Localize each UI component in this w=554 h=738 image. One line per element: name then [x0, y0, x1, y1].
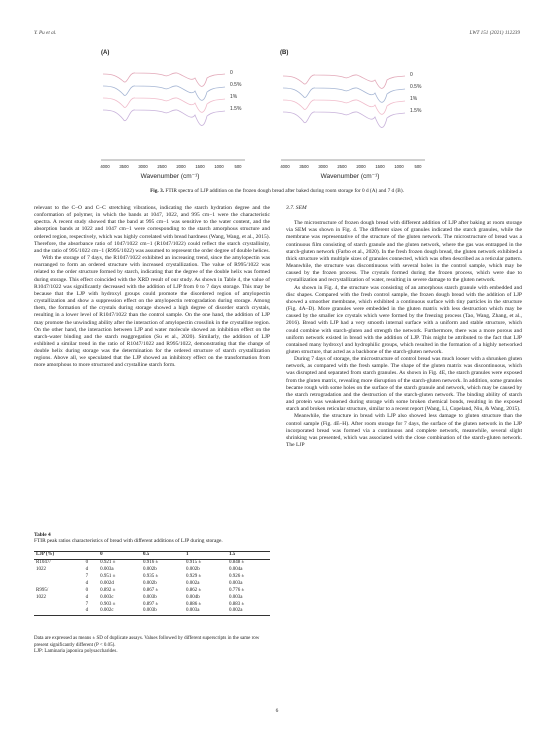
running-header-journal: LWT 151 (2021) 112239 [469, 30, 520, 36]
table-header-cell: 1.5 [228, 552, 236, 558]
spectrum-line-3 [103, 110, 225, 126]
table-row [34, 608, 270, 615]
table-cell: 0.004a [228, 567, 243, 573]
table-cell: 0.897 ± [143, 601, 159, 607]
spectrum-line-2 [103, 98, 225, 112]
table-header-cell [84, 552, 99, 560]
right-column [286, 205, 522, 449]
table-cell [34, 574, 84, 581]
table-note: Data are expressed as means ± SD of duplicate assays. Values followed by different superscripts in the same row present significantly different (P < 0.05). [34, 636, 260, 648]
table-title: FTIR peak ratios characteristics of bread with different additions of LJP during storage. [34, 538, 223, 544]
x-tick-label: 3500 [119, 164, 129, 169]
table-cell: 7 [85, 601, 89, 607]
table-cell: 0.862 ± [186, 587, 202, 593]
x-tick-label: 1500 [195, 164, 205, 169]
table-cell: d [85, 580, 89, 586]
table-row [34, 587, 270, 594]
table-cell: d [85, 567, 89, 573]
table-cell: 0.921 ± [100, 560, 116, 566]
x-tick-label: 3500 [299, 164, 309, 169]
table-cell [34, 608, 84, 615]
table-footnote [34, 636, 270, 656]
x-tick-label: 4000 [280, 164, 290, 169]
spectrum-line-0 [283, 75, 405, 89]
table-row [34, 559, 270, 566]
x-tick-label: 3000 [138, 164, 148, 169]
series-label: 1.5% [410, 108, 422, 114]
x-tick-label: 2000 [356, 164, 366, 169]
table-cell: 0.003a [186, 608, 200, 614]
x-tick-label: 500 [234, 164, 242, 169]
x-axis-label: Wavenumber (cm⁻¹) [320, 173, 380, 180]
x-tick-label: 1000 [214, 164, 224, 169]
table-caption [34, 532, 270, 544]
x-tick-label: 1500 [375, 164, 385, 169]
x-tick-label: 2500 [157, 164, 167, 169]
spectrum-line-1 [103, 86, 225, 100]
table-cell: 0.883 ± [228, 601, 245, 607]
table-row [34, 594, 270, 601]
table-cell: 0.886 ± [186, 601, 202, 607]
table-header-cell: 1 [186, 552, 189, 558]
table-cell: 0.926 ± [228, 573, 245, 579]
panel-label: (B) [280, 50, 289, 56]
table-cell: 0.002d [100, 580, 114, 586]
table-cell: 0.776 ± [228, 587, 245, 593]
page-number: 6 [275, 708, 279, 714]
ftir-figure [95, 48, 465, 183]
table-header-cell: 0 [100, 552, 103, 558]
spectrum-line-3 [283, 112, 405, 128]
table-cell: 0.916 ± [143, 560, 159, 566]
table-cell: 0.003a [100, 567, 114, 573]
table-label: Table 4 [34, 532, 51, 538]
x-tick-label: 2000 [176, 164, 186, 169]
table-cell: 0.935 ± [143, 573, 159, 579]
table-cell: 0.003b [143, 594, 157, 600]
table-cell: 7 [85, 573, 89, 579]
table-row [34, 567, 270, 574]
table-cell: 0 [85, 560, 89, 566]
running-header-authors: Y. Pu et al. [34, 30, 57, 36]
spectrum-line-0 [103, 73, 225, 87]
table-header-cell: 0.5 [143, 552, 150, 558]
paragraph: As shown in Fig. 4, the structure was consisting of an amorphous starch granule with embedded and disc shapes. Compared with the fresh control sample, the frozen dough bread with the addition of LJP showed a smoother membrane, which exhibited a continuous surface with tiny particles in the structure (Fig. 4A–D). More granules were embedded in the gluten matrix with less destruction which may be caused by the smaller ice crystals which were formed by the freezing process (Tao, Wang, Zhang, et al., 2016). Bread with LJP had a very smooth internal surface with a uniform and stable structure, which could combine with starch-gluten and strength the network. Furthermore, there was a more porous and uniform network existed in bread with the addition of LJP. This might be attributed to the fact that LJP contained many hydroxyl and hydrophilic groups, which resulted in the formation of a highly networked gluten structure, that acted as a backbone of the starch-gluten network. [286, 284, 522, 355]
table-cell: 0.903 ± [100, 601, 116, 607]
table-cell: 0.892 ± [100, 587, 116, 593]
ftir-ratio-table [34, 551, 270, 616]
section-heading: 3.7. SEM [286, 205, 307, 211]
table-row [34, 601, 270, 608]
table-cell: 0.002c [100, 608, 114, 614]
table-cell [34, 581, 84, 588]
table-header-cell: LJP (%) [36, 552, 55, 558]
table-cell: d [85, 594, 89, 600]
series-label: 1% [410, 96, 418, 102]
table-cell: 0.867 ± [143, 587, 159, 593]
table-cell: 0.003a [228, 580, 243, 586]
caption-label: Fig. 3. [150, 188, 165, 194]
table-cell: 1022 [36, 567, 46, 573]
figure-panel-b [275, 48, 447, 183]
paragraph: The microstructure of frozen dough bread with different addition of LJP after baking at room storage via SEM was shown in Fig. 4. The different sizes of granules indicated the starch granules, while the membrane was representative of the structure of the gluten network. The microstructure of bread was a continuous film consisting of starch granule and the gluten network, where the gas was entrapped in the starch-gluten network (Farbo et al., 2020). In the fresh frozen dough bread, the gluten network exhibited a thick structure with multiple sizes of granules connected, which was often described as a reticular pattern. Meanwhile, the structure was discontinuous with several holes in the control sample, which may be caused by the frozen process. The crystals formed during the frozen process, which were due to crystallization and recrystallization of water, resulting in severe damage to the gluten network. [286, 220, 522, 284]
x-tick-label: 2500 [337, 164, 347, 169]
figure-caption [34, 188, 520, 194]
paragraph: With the storage of 7 days, the R1047/1022 exhibited an increasing trend, since the amylopectin was rearranged to form an ordered structure with increased crystallization. The value of R995/1022 was related to the order structure formed by starch, indicating that the degree of the double helix was formed during storage. This effect coincided with the XRD result of our study. As shown in Table 4, the value of R1047/1022 was significantly decreased with the addition of LJP from 0 to 7 days storage. This may be because that the LJP with hydroxyl groups could promote the disordered region of amylopectin crystallization and show a suppression effect on the amylopectin retrogradation during storage. Among them, the formation of the crystals during storage showed a high degree of disorder starch crystals, resulting in a lower level of R1047/1022 than the control sample. On the one hand, the addition of LJP may promote the unwinding ability after the interaction of amylopectin crosslink in the crystalline region. On the other hand, the interaction between LJP and water molecule showed an inhibition effect on the starch-water binding and the starch reaggregation (Su et al., 2020). Similarly, the addition of LJP exhibited a similar trend in the ratio of R1047/1022 and R995/1022, demonstrating that the change of double helix during storage was the determination for the ordered structure of starch crystallization regions. Above all, we speculated that the LJP showed an inhibitory effect on the transformation from more amorphous to more structured and crystalline starch form. [34, 255, 270, 369]
spectrum-line-1 [283, 88, 405, 102]
table-cell: 0.002b [186, 567, 200, 573]
paragraph: During 7 days of storage, the microstructure of control bread was much looser with a shrunken gluten network, as compared with the fresh sample. The shape of the gluten matrix was discontinuous, which was disrupted and separated from starch granules. As shown in Fig. 4E, the starch granules were exposed from the gluten matrix, revealing more disruption of the starch-gluten network. In addition, some granules became rough with some holes on the surface of the starch granule and network, which may be caused by the starch retrogradation and the destruction of the starch-gluten network. The binding ability of starch and protein was weakened during storage with some broken chemical bonds, resulting in the exposed starch and broken reticular structure, similar to a recent report (Wang, Li, Copeland, Niu, & Wang, 2015). [286, 356, 522, 413]
series-label: 0 [230, 70, 233, 76]
table-cell: d [85, 608, 89, 614]
table-cell: 0.929 ± [186, 573, 202, 579]
table-cell: 1022 [36, 594, 46, 600]
table-cell: 0.003b [143, 608, 157, 614]
x-tick-label: 1000 [394, 164, 404, 169]
table-cell: 0.004b [186, 594, 200, 600]
table-note: LJP: Laminaria japonica polysaccharides. [34, 649, 118, 655]
paragraph: relevant to the C–O and C–C stretching vibrations, indicating the starch hydration degree and the conformation of polymer, in which the bands at 1047, 1022, and 995 cm−1 were the characteristic spectra. A recent study showed that the band at 995 cm−1 was sensitive to the water content, and the absorption bands at 1022 and 1047 cm−1 were corresponding to the starch amorphous structure and ordered region, respectively, which was highly correlated with bread hardness (Wang, Wang, et al., 2015). Therefore, the absorbance ratio of 1047/1022 cm−1 (R1047/1022) could reflect the starch crystallinity, and the ratio of 995/1022 cm−1 (R995/1022) was assumed to represent the order degree of double helices. [34, 205, 270, 254]
table-cell: 0.915 ± [186, 560, 202, 566]
series-label: 1% [230, 94, 238, 100]
spectra-plot [95, 48, 267, 183]
x-tick-label: 3000 [318, 164, 328, 169]
x-tick-label: 500 [414, 164, 422, 169]
series-label: 0.5% [230, 82, 242, 88]
table-cell: 0.002a [186, 580, 200, 586]
table-cell: R1047/ [36, 560, 51, 566]
figure-panel-a [95, 48, 267, 183]
series-label: 0 [410, 72, 413, 78]
table-row [34, 581, 270, 588]
table-cell: 0.002b [143, 580, 157, 586]
table-row [34, 574, 270, 581]
table-cell: 0.848 ± [228, 560, 245, 566]
spectrum-line-2 [283, 100, 405, 114]
table-cell: 0 [85, 587, 89, 593]
paragraph: Meanwhile, the structure in bread with LJP also showed less damage to gluten structure than the control sample (Fig. 4E–H). After room storage for 7 days, the surface of the gluten network in the LJP incorporated bread was formed via a continuous and complete network, meanwhile, several slight shrinking was presented, which was associated with the close combination of the starch-gluten network. The LJP [286, 413, 522, 448]
table-cell: 0.003c [100, 594, 114, 600]
table-header-row [34, 552, 270, 560]
table-cell: 0.003a [228, 594, 243, 600]
x-axis-label: Wavenumber (cm⁻¹) [140, 173, 200, 180]
x-tick-label: 4000 [100, 164, 110, 169]
table-cell: 0.002b [143, 567, 157, 573]
caption-text: FTIR spectra of LJP addition on the frozen dough bread after baked during room storage for 0 d (A) and 7 d (B). [164, 188, 404, 194]
spectra-plot [275, 48, 447, 183]
table-cell: 0.002a [228, 608, 243, 614]
table-cell: R995/ [36, 587, 49, 593]
panel-label: (A) [101, 50, 110, 56]
left-column [34, 205, 270, 370]
table-cell: 0.951 ± [100, 573, 116, 579]
table-cell [34, 601, 84, 608]
series-label: 1.5% [230, 106, 242, 112]
series-label: 0.5% [410, 84, 422, 90]
